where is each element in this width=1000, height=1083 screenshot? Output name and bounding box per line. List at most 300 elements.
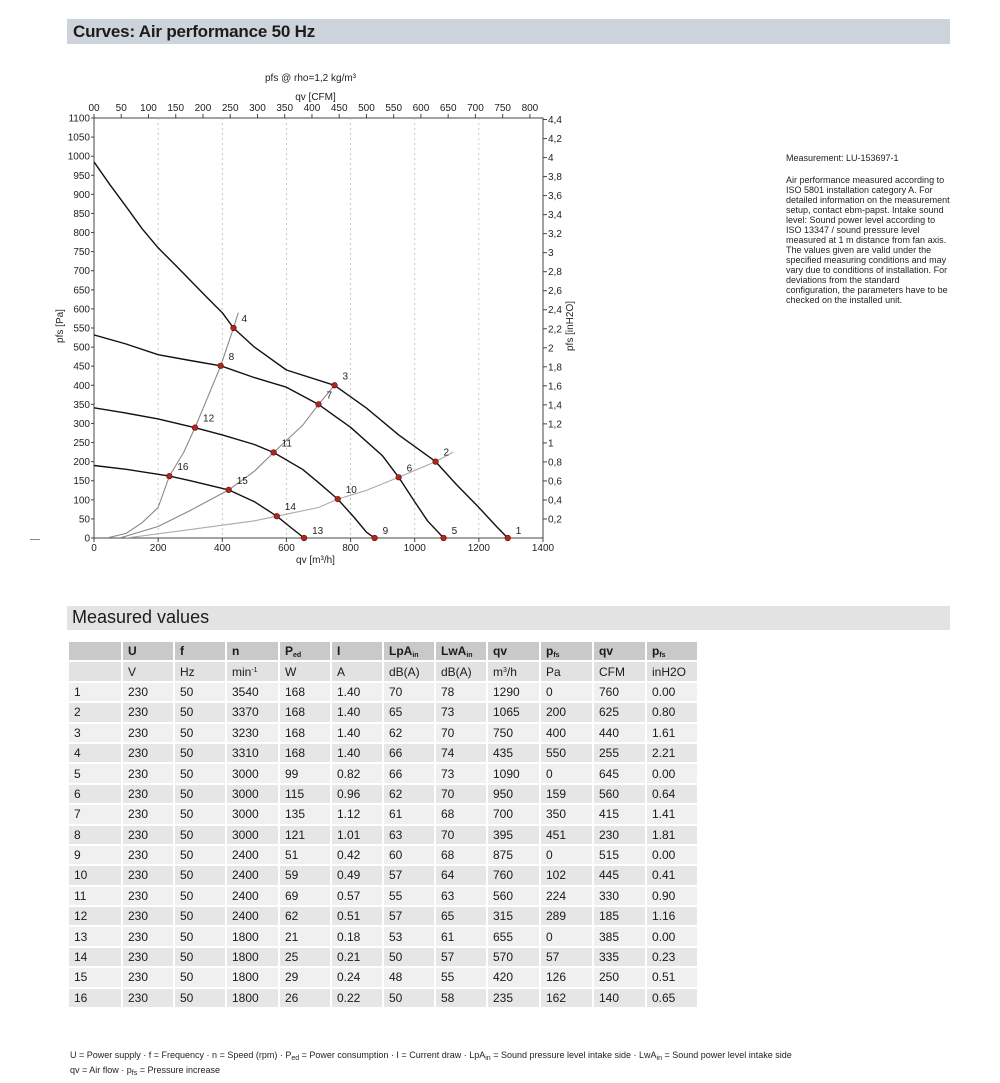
table-cell: 62 [384,724,434,742]
table-cell: 1800 [227,989,278,1007]
table-header-quantity [69,642,697,660]
y-tick-label: 150 [73,476,90,488]
table-cell: 1.01 [332,826,382,844]
operating-point-15 [226,487,232,493]
table-cell: 2400 [227,887,278,905]
table-cell: 55 [384,887,434,905]
operating-point-6 [396,474,402,480]
table-cell: 3310 [227,744,278,762]
table-cell: 50 [175,927,225,945]
table-cell: 1.16 [647,907,697,925]
x2-tick-label: 350 [276,103,294,114]
table-row [69,826,697,844]
table-cell: 162 [541,989,592,1007]
table-cell: 62 [384,785,434,803]
table-cell: 0.64 [647,785,697,803]
table-cell: 0.00 [647,764,697,782]
table-cell: 350 [541,805,592,823]
x2-tick-label: 400 [303,103,321,114]
table-cell: 102 [541,866,592,884]
table-cell: 159 [541,785,592,803]
table-cell: 655 [488,927,539,945]
table-row [69,846,697,864]
table-cell: 625 [594,703,645,721]
operating-point-12 [192,425,198,431]
table-cell: 50 [175,703,225,721]
table-cell: 760 [594,683,645,701]
table-cell: 50 [175,989,225,1007]
y-tick-label: 1000 [67,151,90,163]
table-cell: 10 [69,866,121,884]
table-cell: 230 [123,866,173,884]
table-cell: 0.42 [332,846,382,864]
x2-tick-label: 650 [439,103,457,114]
table-cell: 14 [69,948,121,966]
table-cell: 1800 [227,968,278,986]
unit-header: A [332,662,382,680]
y-tick-label: 1100 [68,113,90,125]
table-cell: 235 [488,989,539,1007]
table-cell: 5 [69,764,121,782]
operating-point-14 [274,513,280,519]
table-cell: 50 [175,866,225,884]
table-cell: 2.21 [647,744,697,762]
operating-point-7 [316,402,322,408]
unit-header: V [123,662,173,680]
y-tick-label: 850 [73,208,90,220]
unit-header: Hz [175,662,225,680]
column-header: LwA$_{in}$ [436,642,486,660]
table-cell: 15 [69,968,121,986]
operating-point-label-5: 5 [451,526,458,537]
table-cell: 21 [280,927,330,945]
table-cell: 0.23 [647,948,697,966]
measurement-note: Air performance measured according to ISO 5801 installation category A. For detailed information on the measurement setup, contact ebm-papst. Intake sound level: Sound power level according to ISO 13347 / sound pressure level measured at 1 m distance from fan axis. The values given are valid under the specified measuring conditions and may vary due to conditions of installation. For deviations from the standard configuration, the parameters have to be checked on the installed unit. [786,175,950,305]
x2-tick-label: 550 [385,103,403,114]
table-cell: 63 [436,887,486,905]
table-header-unit [69,662,697,680]
table-cell: 224 [541,887,592,905]
table-cell: 0.57 [332,887,382,905]
x-tick-label: 1000 [403,543,426,554]
x-tick-label: 800 [342,543,359,554]
column-header: U [123,642,173,660]
table-cell: 68 [436,805,486,823]
y-tick-label: 450 [73,361,90,373]
table-row [69,948,697,966]
section-title: Curves: Air performance 50 Hz [73,22,316,41]
table-cell: 70 [436,724,486,742]
y2-tick-label: 2,2 [548,324,562,336]
table-cell: 1065 [488,703,539,721]
y2-tick-label: 0,6 [548,476,562,488]
y2-tick-label: 3,8 [548,172,562,184]
table-cell: 1 [69,683,121,701]
y2-tick-label: 3,4 [548,210,562,222]
table-cell: 61 [436,927,486,945]
table-cell: 50 [384,948,434,966]
table-cell: 445 [594,866,645,884]
x2-axis-label: qv [CFM] [295,92,336,103]
table-cell: 700 [488,805,539,823]
table-cell: 750 [488,724,539,742]
table-cell: 875 [488,846,539,864]
table-cell: 395 [488,826,539,844]
y2-tick-label: 0,2 [548,514,562,526]
column-header: LpA$_{in}$ [384,642,434,660]
y2-tick-label: 4,2 [548,134,562,146]
table-cell: 9 [69,846,121,864]
unit-header: CFM [594,662,645,680]
table-cell: 73 [436,703,486,721]
table-cell: 230 [123,989,173,1007]
table-cell: 2400 [227,846,278,864]
unit-header: $\min^{-1}$ [227,662,278,680]
table-row [69,724,697,742]
table-cell: 451 [541,826,592,844]
table-cell: 50 [384,989,434,1007]
table-cell: 400 [541,724,592,742]
x-tick-label: 1200 [467,543,490,554]
table-cell: 230 [123,927,173,945]
x-tick-label: 0 [91,543,97,554]
table-cell: 50 [175,764,225,782]
y2-tick-label: 0,4 [548,495,562,507]
y-tick-label: 350 [73,399,90,411]
table-cell: 335 [594,948,645,966]
table-cell: 230 [123,785,173,803]
table-cell: 570 [488,948,539,966]
column-header: n [227,642,278,660]
table-cell: 0.00 [647,683,697,701]
y-axis-label: pfs [Pa] [55,309,66,343]
y2-tick-label: 2,6 [548,286,562,298]
table-cell: 60 [384,846,434,864]
y2-tick-label: 3,2 [548,229,562,241]
chart-title: pfs @ rho=1,2 kg/m³ [264,73,357,84]
table-cell: 185 [594,907,645,925]
table-cell: 950 [488,785,539,803]
table-cell: 3540 [227,683,278,701]
table-cell: 62 [280,907,330,925]
table-cell: 140 [594,989,645,1007]
operating-point-label-11: 11 [281,438,292,450]
table-cell: 13 [69,927,121,945]
x-tick-label: 1400 [531,543,555,554]
table-cell: 65 [384,703,434,721]
table-cell: 74 [436,744,486,762]
table-cell: 57 [384,866,434,884]
operating-point-label-10: 10 [345,485,357,497]
table-cell: 435 [488,744,539,762]
table-cell: 0.51 [332,907,382,925]
table-cell: 70 [384,683,434,701]
table-cell: 58 [436,989,486,1007]
unit-header: $m^3/h$ [488,662,539,680]
table-cell: 1800 [227,948,278,966]
table-cell: 50 [175,744,225,762]
y-tick-label: 250 [73,438,90,450]
table-cell: 6 [69,785,121,803]
table-cell: 230 [123,948,173,966]
table-cell: 230 [123,764,173,782]
table-cell: 1090 [488,764,539,782]
table-cell: 0 [541,683,592,701]
x-tick-label: 400 [213,543,231,554]
table-cell: 1.41 [647,805,697,823]
table-cell: 230 [123,846,173,864]
y2-tick-label: 1 [548,438,554,450]
table-cell: 230 [123,703,173,721]
table-cell: 64 [436,866,486,884]
y-tick-label: 400 [73,380,90,392]
table-cell: 230 [123,744,173,762]
table-cell: 560 [594,785,645,803]
column-header: I [332,642,382,660]
table-cell: 0.00 [647,927,697,945]
unit-header: dB(A) [384,662,434,680]
table-cell: 0 [541,927,592,945]
table-cell: 121 [280,826,330,844]
table-cell: 78 [436,683,486,701]
table-row [69,927,697,945]
operating-point-11 [271,450,277,456]
table-cell: 50 [175,948,225,966]
operating-point-label-1: 1 [515,526,522,537]
table-cell: 0.90 [647,887,697,905]
footnote-legend: U = Power supply · f = Frequency · n = Speed $(rpm) \cdot P_{ed}$ = Power consumption · I = Current draw · LpA$_{in}$ = Sound pressure level intake side · LwA$_{in}$ = Sound power level intake side [70,1050,792,1062]
y-tick-label: 750 [73,247,90,259]
x2-tick-label: 100 [140,103,157,114]
unit-header: inH2O [647,662,697,680]
operating-point-5 [441,535,447,541]
table-cell: 420 [488,968,539,986]
table-cell: 645 [594,764,645,782]
table-cell: 515 [594,846,645,864]
table-cell: 0.21 [332,948,382,966]
y2-tick-label: 1,6 [548,381,562,393]
margin-mark [30,539,40,540]
y-tick-label: 600 [73,304,90,316]
table-cell: 440 [594,724,645,742]
x2-tick-label: 600 [412,103,430,114]
table-cell: 66 [384,744,434,762]
y-tick-label: 300 [73,418,90,430]
table-cell: 61 [384,805,434,823]
table-cell: 48 [384,968,434,986]
y-tick-label: 50 [78,514,90,526]
y2-tick-label: 4,4 [548,115,562,127]
table-cell: 99 [280,764,330,782]
unit-header [69,662,121,680]
unit-header: W [280,662,330,680]
measured-values-title: Measured values [72,607,210,627]
column-header: f [175,642,225,660]
y-tick-label: 500 [73,342,90,354]
table-cell: 3370 [227,703,278,721]
table-cell: 68 [436,846,486,864]
y2-axis-label: pfs [inH2O] [565,300,576,352]
y2-tick-label: 2,8 [548,267,562,279]
table-cell: 0.41 [647,866,697,884]
table-cell: 3230 [227,724,278,742]
y-tick-label: 100 [73,495,90,507]
table-cell: 57 [384,907,434,925]
y2-tick-label: 1,4 [548,400,562,412]
table-cell: 16 [69,989,121,1007]
y2-tick-label: 0,8 [548,457,562,469]
table-cell: 2400 [227,866,278,884]
table-cell: 0 [541,846,592,864]
x2-tick-label: 50 [115,103,127,114]
table-row [69,968,697,986]
y-tick-label: 800 [73,228,90,240]
y-tick-label: 0 [84,533,90,545]
table-row [69,805,697,823]
column-header: qv [488,642,539,660]
table-cell: 168 [280,724,330,742]
table-cell: 289 [541,907,592,925]
table-cell: 200 [541,703,592,721]
operating-point-label-12: 12 [203,413,215,425]
table-cell: 330 [594,887,645,905]
table-cell: 760 [488,866,539,884]
table-cell: 230 [123,907,173,925]
operating-point-label-16: 16 [177,462,189,474]
table-cell: 0.96 [332,785,382,803]
table-cell: 26 [280,989,330,1007]
table-cell: 1.40 [332,744,382,762]
operating-point-label-4: 4 [241,314,248,325]
measured-values-header [67,606,950,630]
table-cell: 3000 [227,764,278,782]
table-cell: 59 [280,866,330,884]
table-cell: 50 [175,907,225,925]
operating-point-9 [372,535,378,541]
table-cell: 0.49 [332,866,382,884]
table-cell: 53 [384,927,434,945]
y2-tick-label: 3,6 [548,191,562,203]
y-tick-label: 950 [73,170,90,182]
operating-point-label-15: 15 [236,475,248,487]
operating-point-4 [231,325,237,331]
footnote-legend-2: qv = Air flow · $p_{fs}$ = Pressure increase [70,1065,221,1077]
operating-point-label-6: 6 [406,463,413,475]
table-cell: 3000 [227,826,278,844]
table-cell: 115 [280,785,330,803]
table-cell: 50 [175,968,225,986]
operating-point-label-9: 9 [382,526,389,537]
table-cell: 50 [175,846,225,864]
y-tick-label: 700 [73,266,90,278]
table-row [69,887,697,905]
table-cell: 70 [436,826,486,844]
operating-point-2 [433,459,439,465]
table-cell: 57 [541,948,592,966]
x2-tick-label: 00 [88,103,100,114]
operating-point-8 [218,363,224,369]
table-cell: 0.51 [647,968,697,986]
y2-tick-label: 1,2 [548,419,562,431]
table-cell: 29 [280,968,330,986]
column-header: $P_{ed}$ [280,642,330,660]
table-cell: 0.80 [647,703,697,721]
x2-tick-label: 200 [194,103,212,114]
operating-point-label-3: 3 [342,371,349,383]
table-cell: 25 [280,948,330,966]
x2-tick-label: 300 [249,103,266,114]
table-row [69,683,697,701]
y-tick-label: 1050 [67,132,90,144]
table-cell: 168 [280,683,330,701]
operating-point-1 [505,535,511,541]
table-cell: 135 [280,805,330,823]
column-header: qv [594,642,645,660]
operating-point-3 [332,382,338,388]
table-cell: 12 [69,907,121,925]
table-cell: 69 [280,887,330,905]
operating-point-label-7: 7 [326,390,333,402]
table-cell: 0.22 [332,989,382,1007]
table-cell: 73 [436,764,486,782]
table-cell: 1.61 [647,724,697,742]
table-cell: 11 [69,887,121,905]
y-tick-label: 200 [73,457,90,469]
table-cell: 0.18 [332,927,382,945]
table-cell: 230 [123,826,173,844]
table-cell: 230 [123,968,173,986]
table-cell: 1.12 [332,805,382,823]
table-cell: 3000 [227,785,278,803]
y2-tick-label: 1,8 [548,362,562,374]
table-cell: 168 [280,703,330,721]
table-cell: 230 [123,724,173,742]
table-cell: 230 [123,805,173,823]
table-cell: 415 [594,805,645,823]
table-cell: 3000 [227,805,278,823]
y-tick-label: 650 [73,285,90,297]
table-cell: 51 [280,846,330,864]
operating-point-label-14: 14 [284,502,296,514]
operating-point-label-13: 13 [312,526,324,537]
table-cell: 65 [436,907,486,925]
table-cell: 230 [594,826,645,844]
x-tick-label: 200 [149,543,167,554]
table-row [69,989,697,1007]
table-cell: 0.00 [647,846,697,864]
table-cell: 50 [175,805,225,823]
table-cell: 7 [69,805,121,823]
table-cell: 2 [69,703,121,721]
y2-tick-label: 4 [548,153,554,165]
table-cell: 2400 [227,907,278,925]
x-axis-label: qv [m³/h] [296,555,335,566]
table-cell: 255 [594,744,645,762]
table-cell: 1.40 [332,703,382,721]
column-header: $p_{fs}$ [647,642,697,660]
table-cell: 1.40 [332,683,382,701]
x2-tick-label: 700 [467,103,484,114]
y2-tick-label: 2 [548,343,554,355]
x2-tick-label: 250 [221,103,239,114]
table-row [69,866,697,884]
x2-tick-label: 800 [521,103,539,114]
table-cell: 8 [69,826,121,844]
table-cell: 1.40 [332,724,382,742]
table-cell: 66 [384,764,434,782]
table-cell: 1.81 [647,826,697,844]
table-cell: 1800 [227,927,278,945]
